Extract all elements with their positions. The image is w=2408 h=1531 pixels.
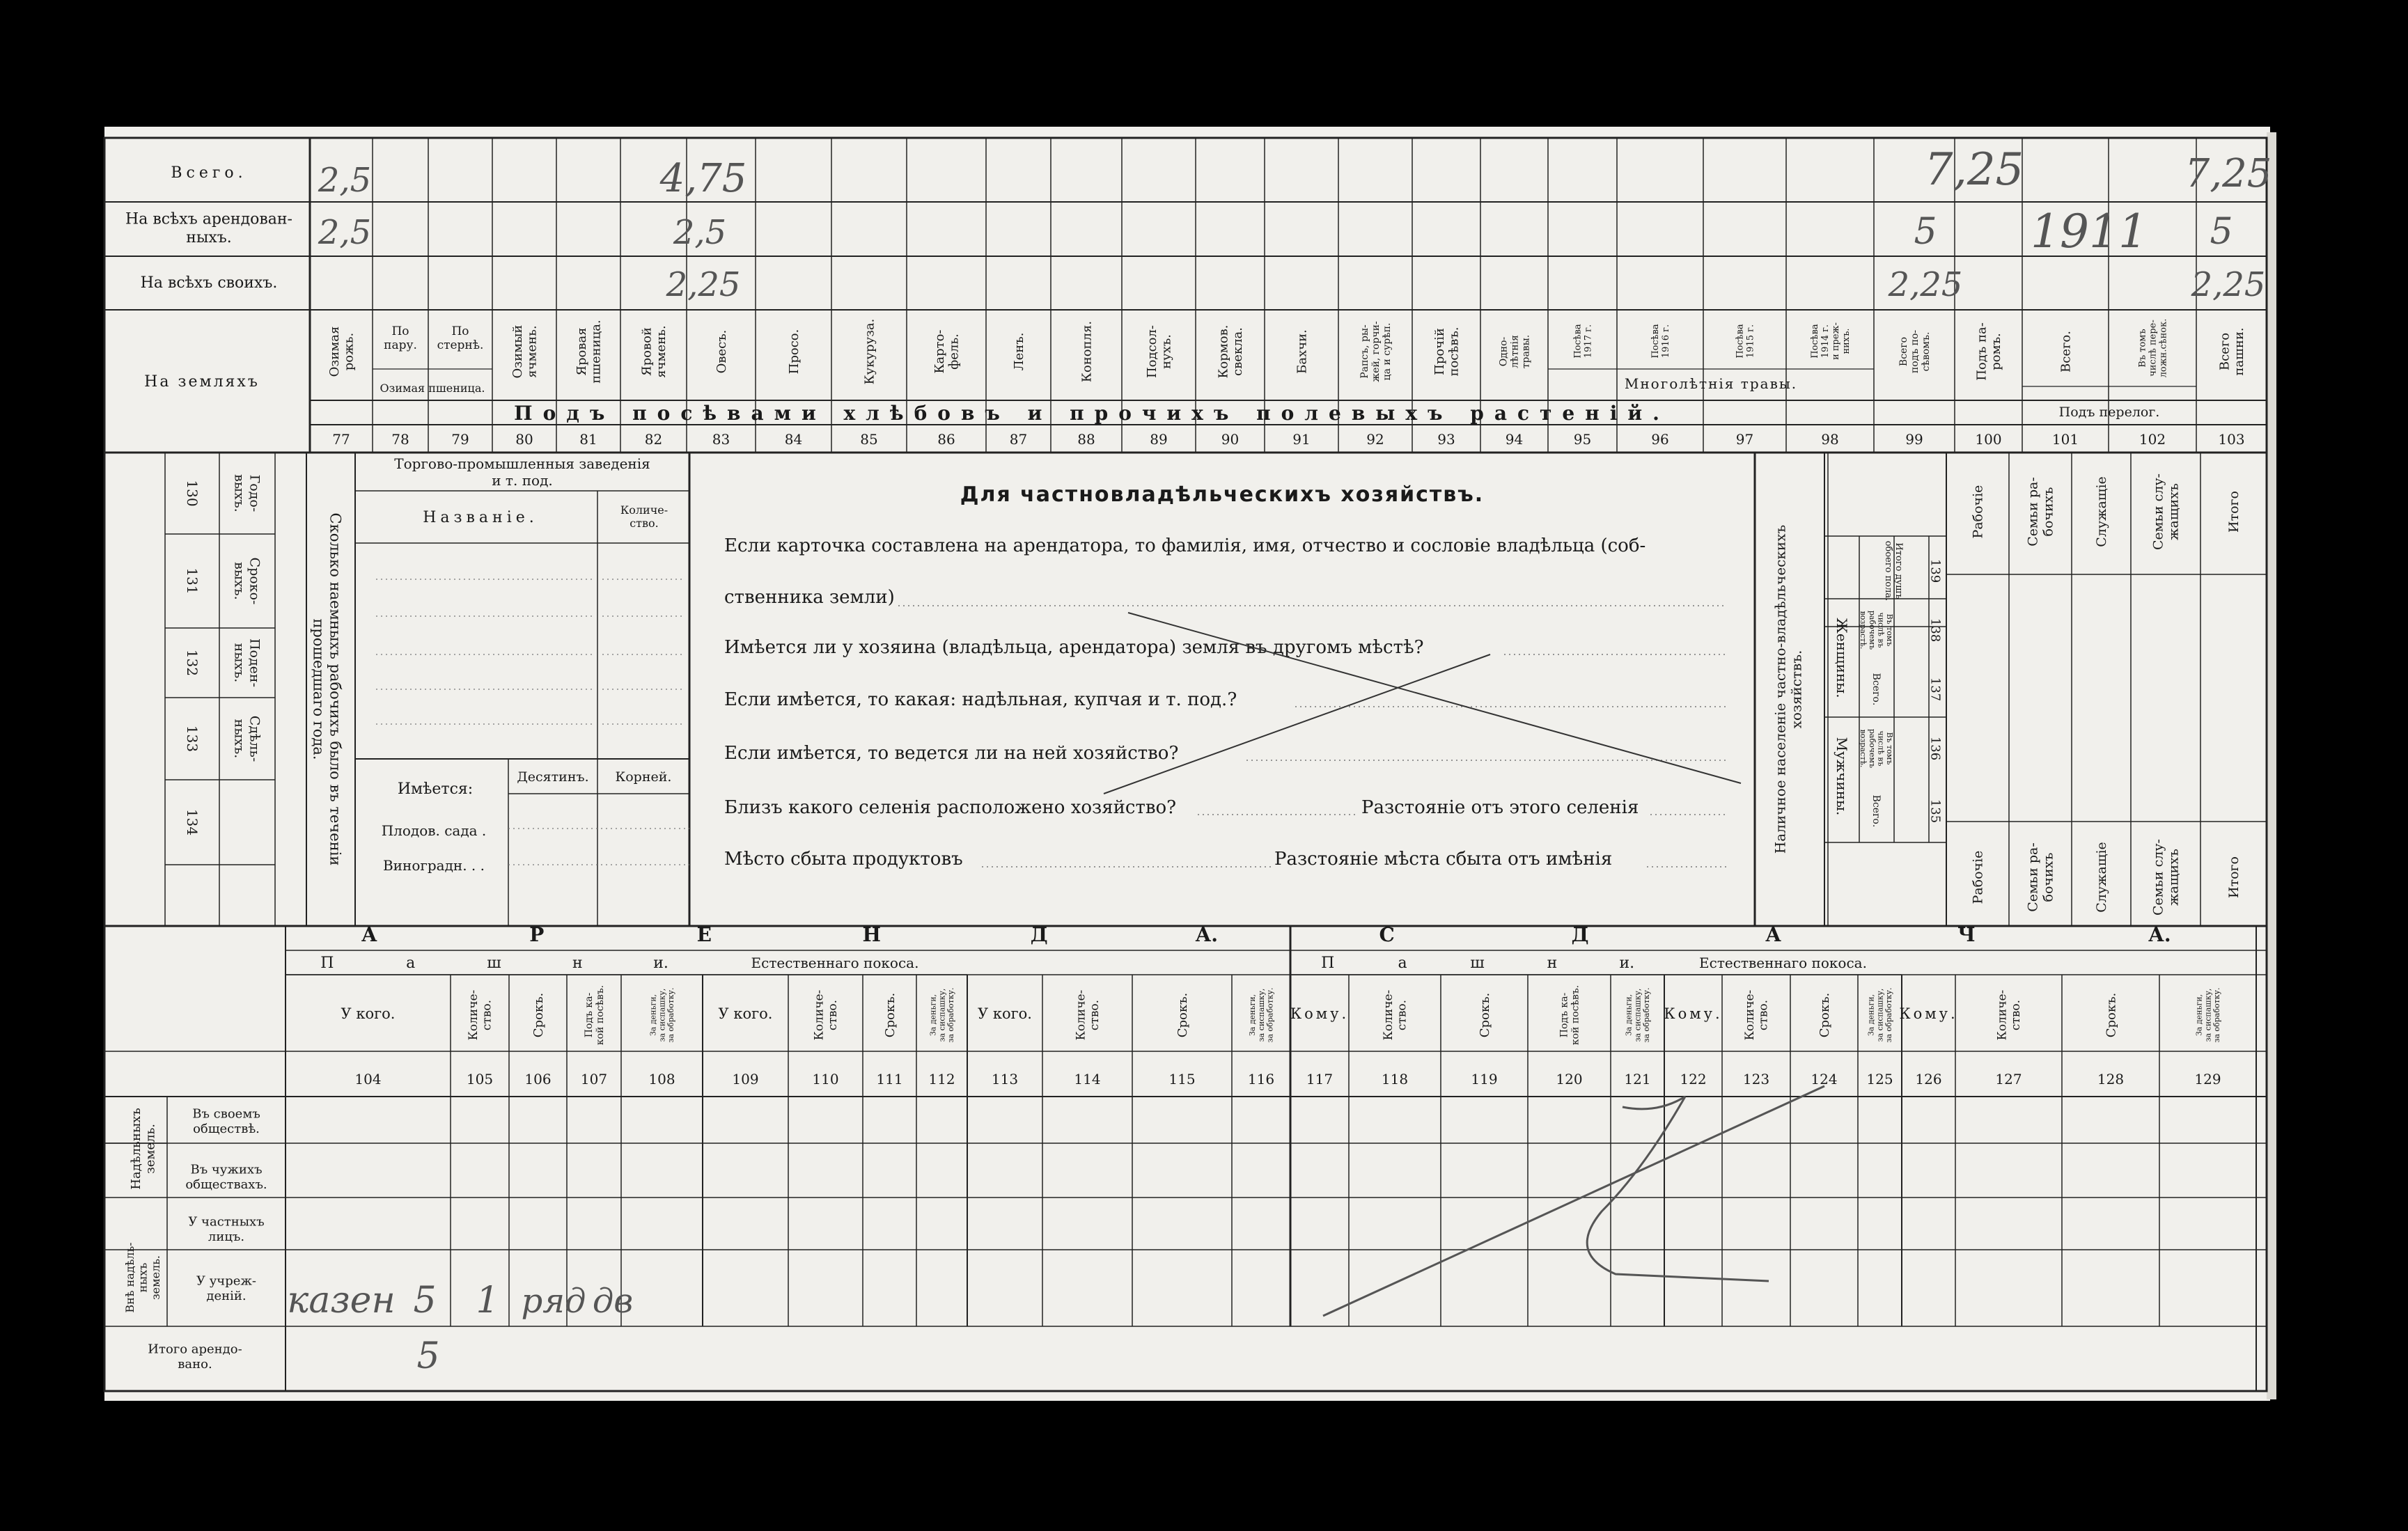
column-number-103: 103 bbox=[2218, 431, 2245, 448]
vne-nadel-label: земель. bbox=[149, 1255, 162, 1301]
arenda-letter-1: Р bbox=[529, 923, 545, 946]
worker-col-num-133: 133 bbox=[184, 725, 201, 753]
enterprises-title: Торгово-промышленныя заведенія bbox=[394, 455, 650, 472]
column-header-78: пару. bbox=[384, 338, 417, 353]
row-label-total: Всего. bbox=[171, 164, 247, 182]
private-farms-title: Для частновладѣльческихъ хозяйствъ. bbox=[960, 482, 1485, 507]
column-header-77: Озимая bbox=[327, 326, 342, 377]
column-header-102: Въ томъ bbox=[2137, 329, 2148, 368]
pop-col-bottom-1: Семьи ра- bbox=[2025, 842, 2041, 912]
sdacha-letter-4: А. bbox=[2148, 923, 2171, 946]
column-header-87: Ленъ. bbox=[1011, 332, 1026, 371]
pop-col-top-4: Итого bbox=[2226, 491, 2242, 533]
col-qty-19: Количе- bbox=[1743, 989, 1758, 1041]
column-header-82: ячмень. bbox=[654, 325, 669, 378]
lease-col-num-114: 114 bbox=[1074, 1071, 1101, 1088]
lease-col-num-117: 117 bbox=[1306, 1071, 1334, 1088]
women-working-age-label: возрастѣ. bbox=[1859, 611, 1868, 650]
men-working-age-label: возрастѣ. bbox=[1859, 729, 1868, 768]
column-header-102: ложн.сѣнок. bbox=[2158, 318, 2169, 378]
worker-col-label-130: выхъ. bbox=[231, 474, 247, 512]
pop-col-bottom-1: бочихъ bbox=[2040, 852, 2056, 902]
roots-col: Корней. bbox=[615, 769, 672, 785]
col-crop-3: кой посѣвъ. bbox=[594, 984, 606, 1046]
col-term-7: Срокъ. bbox=[882, 992, 898, 1038]
lease-col-num-126: 126 bbox=[1915, 1071, 1942, 1088]
lease-col-num-104: 104 bbox=[354, 1071, 382, 1088]
row-label-own: На всѣхъ своихъ. bbox=[140, 274, 278, 292]
column-header-98: 1914 г. bbox=[1820, 324, 1831, 359]
column-header-79: По bbox=[451, 324, 469, 338]
column-number-85: 85 bbox=[860, 431, 878, 448]
col-qty-14: Количе- bbox=[1382, 989, 1396, 1041]
column-header-93: Прочій bbox=[1432, 328, 1447, 375]
lease-col-num-107: 107 bbox=[580, 1071, 608, 1088]
column-number-90: 90 bbox=[1221, 431, 1240, 448]
worker-col-num-130: 130 bbox=[184, 480, 201, 507]
column-header-89: Подсол- bbox=[1144, 324, 1159, 379]
worker-col-label-130: Годо- bbox=[247, 474, 263, 512]
column-number-86: 86 bbox=[937, 431, 955, 448]
population-title: хозяйствъ. bbox=[1788, 650, 1805, 729]
institutions-label: У учреж- bbox=[196, 1273, 257, 1289]
hw-rented-99: 5 bbox=[1914, 211, 1937, 253]
total-rented-label: вано. bbox=[178, 1357, 212, 1372]
lease-col-num-128: 128 bbox=[2097, 1071, 2125, 1088]
column-header-94: Одно- bbox=[1498, 336, 1510, 367]
column-header-81: пшеница. bbox=[588, 320, 604, 384]
private-question-7: Мѣсто сбыта продуктовъ bbox=[724, 849, 963, 870]
col-terms-12: за сиспашку, bbox=[1256, 988, 1266, 1042]
men-all-label: Всего. bbox=[1870, 794, 1882, 828]
women-working-age-label: Въ томъ bbox=[1885, 613, 1895, 647]
men-working-age-label: рабочемъ bbox=[1867, 728, 1877, 769]
sdacha-letter-3: Ч bbox=[1957, 923, 1976, 946]
worker-col-num-131: 131 bbox=[184, 567, 201, 595]
hw-own-82: 2,25 bbox=[666, 265, 741, 304]
men-label: Мужчины. bbox=[1834, 737, 1850, 816]
worker-col-label-133: Сдѣль- bbox=[247, 715, 263, 762]
lease-col-num-116: 116 bbox=[1247, 1071, 1275, 1088]
hw-rented-77: 2,5 bbox=[318, 213, 372, 252]
lease-col-num-125: 125 bbox=[1866, 1071, 1893, 1088]
crop-banner: Подъ посѣвами хлѣбовъ и прочихъ полевыхъ растеній. bbox=[514, 402, 1670, 425]
hw-rented-103: 5 bbox=[2210, 211, 2233, 253]
col-terms-25: За деньги, bbox=[2194, 994, 2204, 1037]
col-terms-12: за обработку. bbox=[1265, 987, 1275, 1043]
column-number-96: 96 bbox=[1651, 431, 1669, 448]
worker-col-label-131: Сроко- bbox=[247, 557, 263, 605]
column-header-94: травы. bbox=[1520, 334, 1532, 369]
sdacha-letter-0: С bbox=[1379, 923, 1395, 946]
col-terms-8: За деньги, bbox=[928, 994, 938, 1037]
own-society-label: обществѣ. bbox=[193, 1122, 260, 1137]
column-header-101: Всего. bbox=[2058, 331, 2074, 372]
pop-col-bottom-4: Итого bbox=[2226, 856, 2242, 898]
hw-lease-crop: ряд bbox=[521, 1282, 586, 1321]
column-number-89: 89 bbox=[1150, 431, 1168, 448]
hired-workers-question: Сколько наемныхъ рабочихъ было въ теченіи bbox=[327, 512, 344, 866]
row-label-lands: На земляхъ bbox=[144, 373, 260, 391]
col-qty-6: ство. bbox=[826, 999, 841, 1031]
arenda-letter-0: А bbox=[361, 923, 377, 946]
column-header-99: Всего bbox=[1898, 336, 1909, 367]
private-question-1: Если карточка составлена на арендатора, то фамилія, имя, отчество и сословіе владѣльца (соб- bbox=[724, 535, 1646, 556]
enterprises-qty-col: Количе- bbox=[620, 503, 669, 517]
women-working-age-label: числѣ въ bbox=[1876, 612, 1886, 648]
col-whom-18: Кому. bbox=[1664, 1005, 1723, 1022]
column-header-77: рожь. bbox=[341, 332, 357, 371]
column-header-103: Всего bbox=[2217, 332, 2233, 371]
column-header-80: ячмень. bbox=[524, 325, 540, 378]
column-header-84: Просо. bbox=[786, 329, 802, 375]
lease-col-num-118: 118 bbox=[1381, 1071, 1409, 1088]
lease-col-num-123: 123 bbox=[1742, 1071, 1770, 1088]
hw-total-rented: 5 bbox=[416, 1335, 440, 1377]
arenda-letter-3: Н bbox=[862, 923, 881, 946]
col-terms-21: за сиспашку, bbox=[1875, 988, 1885, 1042]
column-number-78: 78 bbox=[391, 431, 409, 448]
women-all-label: Всего. bbox=[1870, 673, 1882, 706]
col-who-5: У кого. bbox=[718, 1005, 773, 1022]
column-number-100: 100 bbox=[1975, 431, 2002, 448]
column-header-95: 1917 г. bbox=[1583, 324, 1594, 359]
column-number-102: 102 bbox=[2139, 431, 2166, 448]
column-header-89: нухъ. bbox=[1159, 334, 1174, 369]
pop-col-top-1: бочихъ bbox=[2040, 487, 2056, 537]
column-number-80: 80 bbox=[515, 431, 533, 448]
col-qty-1: ство. bbox=[480, 999, 494, 1031]
lease-col-num-124: 124 bbox=[1811, 1071, 1838, 1088]
arenda-pashni-4: и. bbox=[653, 955, 669, 972]
arenda-pashni-3: н bbox=[572, 955, 583, 972]
worker-col-label-132: ныхъ. bbox=[231, 643, 247, 683]
hw-lease-qty: 5 bbox=[413, 1280, 437, 1321]
women-working-age-label: рабочемъ bbox=[1867, 610, 1877, 650]
vineyard-label: Виноградн. . . bbox=[382, 857, 485, 874]
col-terms-21: За деньги, bbox=[1866, 994, 1876, 1037]
column-header-86: Карто- bbox=[932, 329, 947, 374]
hw-lease-who: казен bbox=[287, 1280, 396, 1321]
other-society-label: обществахъ. bbox=[185, 1177, 267, 1193]
other-society-label: Въ чужихъ bbox=[190, 1162, 263, 1177]
column-header-83: Овесъ. bbox=[714, 329, 729, 374]
worker-col-label-132: Поден- bbox=[247, 638, 263, 688]
column-header-94: лѣтнія bbox=[1509, 335, 1521, 368]
desyatin-col: Десятинъ. bbox=[517, 769, 589, 785]
total-rented-label: Итого арендо- bbox=[148, 1342, 242, 1357]
lease-col-num-112: 112 bbox=[928, 1071, 955, 1088]
column-header-96: 1916 г. bbox=[1661, 324, 1672, 359]
arenda-pashni-2: ш bbox=[487, 955, 501, 972]
column-number-94: 94 bbox=[1505, 431, 1524, 448]
column-number-95: 95 bbox=[1573, 431, 1592, 448]
column-header-102: числѣ пере- bbox=[2148, 320, 2159, 377]
col-terms-17: за обработку. bbox=[1642, 987, 1651, 1043]
column-header-92: Рапсъ, ры- bbox=[1359, 324, 1370, 379]
lease-col-num-108: 108 bbox=[648, 1071, 675, 1088]
column-header-103: пашни. bbox=[2232, 327, 2247, 376]
worker-col-label-131: выхъ. bbox=[231, 562, 247, 600]
vne-nadel-label: ныхъ bbox=[136, 1262, 150, 1293]
lease-col-num-120: 120 bbox=[1556, 1071, 1583, 1088]
column-header-97: Посѣва bbox=[1735, 324, 1746, 359]
orchard-label: Плодов. сада . bbox=[381, 822, 487, 839]
sdacha-letter-2: А bbox=[1765, 923, 1781, 946]
own-society-label: Въ своемъ bbox=[192, 1106, 260, 1122]
private-persons-label: У частныхъ bbox=[188, 1214, 265, 1230]
column-number-93: 93 bbox=[1437, 431, 1455, 448]
sdacha-pashni-0: П bbox=[1321, 955, 1335, 972]
col-qty-10: ство. bbox=[1088, 999, 1102, 1031]
pop-col-bottom-3: Семьи слу- bbox=[2150, 839, 2166, 916]
col-term-24: Срокъ. bbox=[2104, 992, 2119, 1038]
arenda-pokos: Естественнаго покоса. bbox=[751, 955, 919, 971]
column-number-79: 79 bbox=[451, 431, 469, 448]
sdacha-letter-1: Д bbox=[1571, 923, 1589, 946]
col-terms-17: за сиспашку, bbox=[1633, 988, 1643, 1042]
lease-col-num-106: 106 bbox=[524, 1071, 552, 1088]
col-terms-4: за сиспашку, bbox=[657, 988, 667, 1042]
col-terms-17: За деньги, bbox=[1624, 994, 1634, 1037]
distance-village-label: Разстояніе отъ этого селенія bbox=[1361, 797, 1639, 818]
col-terms-8: за обработку. bbox=[946, 987, 955, 1043]
lease-col-num-122: 122 bbox=[1680, 1071, 1707, 1088]
col-terms-21: за обработку. bbox=[1884, 987, 1893, 1043]
pop-num-137: 137 bbox=[1928, 677, 1943, 702]
vne-nadel-label: Внѣ надѣль- bbox=[123, 1242, 137, 1313]
column-number-81: 81 bbox=[579, 431, 597, 448]
col-terms-12: За деньги, bbox=[1248, 994, 1258, 1037]
col-qty-1: Количе- bbox=[467, 989, 481, 1041]
lease-col-num-121: 121 bbox=[1624, 1071, 1651, 1088]
column-number-88: 88 bbox=[1077, 431, 1095, 448]
column-header-82: Яровой bbox=[639, 327, 655, 376]
worker-col-label-133: ныхъ. bbox=[231, 719, 247, 759]
column-header-90: Кормов. bbox=[1216, 324, 1231, 379]
pop-col-top-3: Семьи слу- bbox=[2150, 473, 2166, 550]
arenda-pashni-1: а bbox=[406, 955, 416, 972]
column-header-85: Кукуруза. bbox=[862, 318, 877, 385]
col-qty-23: ство. bbox=[2009, 999, 2024, 1031]
card-paper bbox=[104, 127, 2276, 1401]
pop-num-139: 139 bbox=[1928, 558, 1943, 583]
arenda-letter-2: Е bbox=[696, 923, 712, 946]
col-qty-19: ство. bbox=[1756, 999, 1771, 1031]
distance-market-label: Разстояніе мѣста сбыта отъ имѣнія bbox=[1274, 849, 1613, 870]
group-perennial-grass: Многолѣтнія травы. bbox=[1624, 375, 1798, 392]
enterprises-title: и т. под. bbox=[492, 472, 553, 489]
column-number-84: 84 bbox=[784, 431, 803, 448]
arenda-letter-4: Д bbox=[1030, 923, 1048, 946]
column-header-100: Подъ па- bbox=[1974, 322, 1989, 381]
column-header-91: Бахчи. bbox=[1295, 329, 1310, 374]
column-number-82: 82 bbox=[644, 431, 663, 448]
hw-rented-82: 2,5 bbox=[673, 213, 727, 252]
women-label: Женщины. bbox=[1834, 618, 1850, 698]
hw-own-99: 2,25 bbox=[1888, 265, 1963, 304]
sdacha-pokos: Естественнаго покоса. bbox=[1699, 955, 1867, 971]
column-number-101: 101 bbox=[2051, 431, 2079, 448]
nadel-label: Надѣльныхъ bbox=[128, 1108, 143, 1190]
pop-col-top-0: Рабочіе bbox=[1970, 485, 1986, 539]
pop-col-top-3: жащихъ bbox=[2166, 483, 2182, 540]
pop-num-135: 135 bbox=[1928, 799, 1943, 824]
pop-col-bottom-0: Рабочіе bbox=[1970, 850, 1986, 904]
column-number-99: 99 bbox=[1905, 431, 1923, 448]
col-qty-23: Количе- bbox=[1995, 989, 2010, 1041]
men-working-age-label: Въ томъ bbox=[1885, 732, 1895, 765]
col-who-9: У кого. bbox=[978, 1005, 1032, 1022]
lease-col-num-113: 113 bbox=[991, 1071, 1019, 1088]
column-header-90: свекла. bbox=[1230, 327, 1246, 377]
group-winter-wheat: Озимая пшеница. bbox=[380, 382, 485, 395]
col-terms-25: за сиспашку, bbox=[2203, 988, 2213, 1042]
column-number-98: 98 bbox=[1821, 431, 1839, 448]
col-whom-22: Кому. bbox=[1899, 1005, 1958, 1022]
hw-own-103: 2,25 bbox=[2191, 265, 2266, 304]
col-terms-4: За деньги, bbox=[648, 994, 658, 1037]
col-qty-10: Количе- bbox=[1074, 989, 1088, 1041]
column-header-93: посѣвъ. bbox=[1446, 327, 1462, 377]
sdacha-pashni-1: а bbox=[1398, 955, 1407, 972]
hired-workers-question: прошедшаго года. bbox=[310, 618, 327, 760]
col-qty-6: Количе- bbox=[812, 989, 827, 1041]
column-header-95: Посѣва bbox=[1572, 324, 1584, 359]
worker-col-num-132: 132 bbox=[184, 649, 201, 677]
private-question-3: Имѣется ли у хозяина (владѣльца, арендатора) земля въ другомъ мѣстѣ? bbox=[724, 637, 1424, 658]
pop-num-136: 136 bbox=[1928, 736, 1943, 761]
lease-col-num-119: 119 bbox=[1471, 1071, 1498, 1088]
private-question-4: Если имѣется, то какая: надѣльная, купчая и т. под.? bbox=[724, 689, 1237, 710]
row-label-rented: На всѣхъ арендован- bbox=[125, 210, 292, 228]
group-fallow: Подъ перелог. bbox=[2058, 405, 2160, 420]
enterprises-qty-col: ство. bbox=[630, 517, 659, 531]
column-header-86: фель. bbox=[946, 333, 962, 370]
column-header-97: 1915 г. bbox=[1745, 324, 1756, 359]
lease-col-num-127: 127 bbox=[1995, 1071, 2022, 1088]
col-who-0: У кого. bbox=[341, 1005, 396, 1022]
col-crop-3: Подъ ка- bbox=[583, 992, 595, 1038]
lease-col-num-129: 129 bbox=[2194, 1071, 2221, 1088]
column-header-98: и преж- bbox=[1831, 322, 1842, 360]
private-question-5: Если имѣется, то ведется ли на ней хозяйство? bbox=[724, 743, 1179, 764]
col-terms-4: за обработку. bbox=[666, 987, 675, 1043]
column-number-77: 77 bbox=[332, 431, 350, 448]
sdacha-pashni-2: ш bbox=[1470, 955, 1485, 972]
column-number-83: 83 bbox=[712, 431, 730, 448]
col-terms-25: за обработку. bbox=[2212, 987, 2221, 1043]
column-header-96: Посѣва bbox=[1650, 324, 1662, 359]
private-question-6: Близъ какого селенія расположено хозяйство? bbox=[724, 797, 1177, 818]
column-header-81: Яровая bbox=[574, 327, 589, 376]
col-term-15: Срокъ. bbox=[1477, 992, 1492, 1038]
population-title: Наличное населеніе частно-владѣльческихъ bbox=[1772, 524, 1789, 854]
hw-lease-terms: дв bbox=[592, 1282, 634, 1321]
enterprises-name-col: Названіе. bbox=[423, 509, 538, 526]
column-header-98: Посѣва bbox=[1810, 324, 1821, 359]
pop-col-top-1: Семьи ра- bbox=[2025, 477, 2041, 547]
col-qty-14: ство. bbox=[1395, 999, 1409, 1031]
lease-col-num-111: 111 bbox=[876, 1071, 903, 1088]
has-label: Имѣется: bbox=[397, 780, 474, 798]
total-souls-label: обоего пола. bbox=[1882, 540, 1893, 602]
hw-total-99: 7,25 bbox=[1924, 144, 2024, 196]
hw-total-103: 7,25 bbox=[2184, 151, 2272, 196]
pop-col-top-2: Служащіе bbox=[2094, 476, 2110, 547]
column-header-79: стернѣ. bbox=[437, 338, 484, 353]
arenda-letter-5: А. bbox=[1195, 923, 1219, 946]
men-working-age-label: числѣ въ bbox=[1876, 730, 1886, 767]
col-crop-16: кой посѣвъ. bbox=[1570, 984, 1581, 1046]
column-header-92: ца и сурѣп. bbox=[1382, 322, 1393, 381]
hw-note: 1911 bbox=[2031, 205, 2148, 258]
col-crop-16: Подъ ка- bbox=[1558, 992, 1570, 1038]
hw-total-77: 2,5 bbox=[318, 161, 372, 200]
hw-total-82: 4,75 bbox=[659, 156, 747, 201]
col-terms-8: за сиспашку, bbox=[937, 988, 947, 1042]
sdacha-pashni-4: и. bbox=[1619, 955, 1635, 972]
column-header-98: нихъ. bbox=[1840, 328, 1852, 354]
column-header-92: жей, горчи- bbox=[1370, 321, 1382, 382]
total-souls-label: Итого душъ bbox=[1893, 542, 1904, 599]
sdacha-pashni-3: н bbox=[1547, 955, 1558, 972]
column-header-88: Конопля. bbox=[1079, 320, 1095, 383]
column-number-97: 97 bbox=[1735, 431, 1754, 448]
col-term-20: Срокъ. bbox=[1817, 992, 1832, 1038]
arenda-pashni-0: П bbox=[320, 955, 334, 972]
pop-col-bottom-3: жащихъ bbox=[2166, 849, 2182, 906]
column-number-87: 87 bbox=[1009, 431, 1028, 448]
lease-col-num-109: 109 bbox=[732, 1071, 759, 1088]
row-label-rented: ныхъ. bbox=[186, 228, 232, 246]
column-header-78: По bbox=[391, 324, 409, 338]
column-number-92: 92 bbox=[1366, 431, 1384, 448]
column-header-99: подъ по- bbox=[1909, 329, 1921, 374]
hw-lease-term: 1 bbox=[476, 1280, 499, 1321]
lease-col-num-110: 110 bbox=[812, 1071, 839, 1088]
col-term-11: Срокъ. bbox=[1175, 992, 1190, 1038]
column-number-91: 91 bbox=[1292, 431, 1311, 448]
private-question-2: ственника земли) bbox=[724, 587, 895, 608]
nadel-label: земель. bbox=[143, 1123, 158, 1175]
lease-col-num-115: 115 bbox=[1168, 1071, 1196, 1088]
column-header-99: сѣвомъ. bbox=[1921, 331, 1932, 372]
pop-num-138: 138 bbox=[1928, 618, 1943, 643]
column-header-80: Озимый bbox=[510, 324, 525, 379]
worker-col-num-134: 134 bbox=[184, 808, 201, 836]
lease-col-num-105: 105 bbox=[466, 1071, 494, 1088]
institutions-label: деній. bbox=[206, 1289, 247, 1304]
pop-col-bottom-2: Служащіе bbox=[2094, 842, 2110, 913]
column-header-100: ромъ. bbox=[1989, 333, 2004, 370]
private-persons-label: лицъ. bbox=[208, 1230, 245, 1245]
col-whom-13: Кому. bbox=[1290, 1005, 1350, 1022]
col-term-2: Срокъ. bbox=[531, 992, 546, 1038]
